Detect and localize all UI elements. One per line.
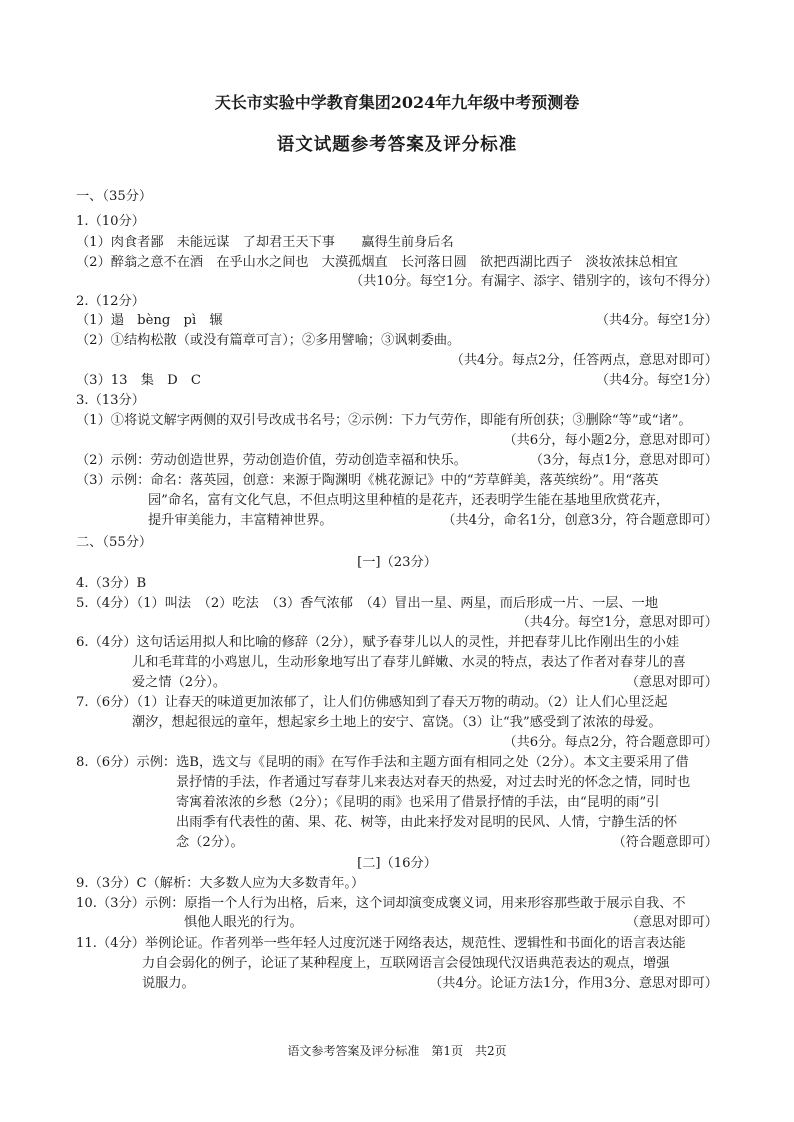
q5-scoring: （共4分。每空1分，意思对即可） <box>516 615 718 630</box>
q4-answer: 4.（3分）B <box>76 576 147 591</box>
q11-answer-line-3: 说服力。 <box>142 976 195 991</box>
q11-scoring: （共4分。论证方法1分，作用3分、意思对即可） <box>429 976 718 991</box>
q1-answer-2: （2）醉翁之意不在酒 在乎山水之间也 大漠孤烟直 长河落日圆 欲把西湖比西子 淡妆浓抹总相宜 <box>76 255 678 270</box>
q2-scoring-3: （共4分。每空1分） <box>595 373 718 388</box>
q3-answer-2: （2）示例：劳动创造世界，劳动创造价值，劳动创造幸福和快乐。 <box>76 453 467 468</box>
q10-scoring: （意思对即可） <box>625 915 718 930</box>
q2-answer-3: （3）13 集 D C <box>76 373 201 388</box>
q3-answer-1: （1）①将说文解字两侧的双引号改成书名号；②示例：下力气劳作，即能有所创获；③删除“等”或“诸”。 <box>76 413 692 428</box>
q9-answer: 9.（3分）C（解析：大多数人应为大多数青年。） <box>76 876 365 891</box>
q6-answer-line-1: 6.（4分）这句话运用拟人和比喻的修辞（2分），赋予春芽儿以人的灵性，并把春芽儿比作刚出生的小娃 <box>76 635 680 650</box>
q5-answer: 5.（4分）（1）叫法 （2）吃法 （3）香气浓郁 （4）冒出一星、两星，而后形成一片、一层、一地 <box>76 596 659 611</box>
q11-answer-line-1: 11.（4分）举例论证。作者列举一些年轻人过度沉迷于网络表达，规范性、逻辑性和书面化的语言表达能 <box>76 936 686 951</box>
q7-scoring: （共6分。每点2分，符合题意即可） <box>503 735 718 750</box>
q2-scoring-1: （共4分。每空1分） <box>595 313 718 328</box>
q3-scoring-3: （共4分，命名1分，创意3分，符合题意即可） <box>442 513 718 528</box>
q1-scoring: （共10分。每空1分。有漏字、添字、错别字的，该句不得分） <box>349 274 718 289</box>
q6-scoring: （意思对即可） <box>625 675 718 690</box>
q3-answer-3-line-1: （3）示例：命名：落英园，创意：来源于陶渊明《桃花源记》中的“芳草鲜美，落英缤纷”。用“落英 <box>76 473 659 488</box>
q2-answer-2: （2）①结构松散（或没有篇章可言）；②多用譬喻；③讽刺委曲。 <box>76 333 461 348</box>
q6-answer-line-3: 爱之情（2分）。 <box>132 675 227 690</box>
q2-scoring-2: （共4分。每点2分，任答两点，意思对即可） <box>450 353 718 368</box>
q10-answer-line-1: 10.（3分）示例：原指一个人行为出格，后来，这个词却演变成褒义词，用来形容那些敢于展示自我、不 <box>76 896 686 911</box>
q8-answer-line-4: 出雨季有代表性的菌、果、花、树等，由此来抒发对昆明的民风、人情，宁静生活的怀 <box>176 815 678 830</box>
q8-answer-line-3: 寄寓着浓浓的乡愁（2分）；《昆明的雨》也采用了借景抒情的手法，由“昆明的雨”引 <box>176 795 660 810</box>
section-two-heading: 二、（55分） <box>76 535 153 550</box>
q1-answer-1: （1）肉食者鄙 未能远谋 了却君王天下事 赢得生前身后名 <box>76 235 454 250</box>
q8-answer-line-2: 景抒情的手法，作者通过写春芽儿来表达对春天的热爱，对过去时光的怀念之情，同时也 <box>176 775 691 790</box>
q3-answer-3-line-2: 园”命名，富有文化气息，不但点明这里种植的是花卉，还表明学生能在基地里欣赏花卉， <box>148 493 670 508</box>
q3-answer-3-line-3: 提升审美能力，丰富精神世界。 <box>148 513 333 528</box>
page-footer: 语文参考答案及评分标准 第1页 共2页 <box>287 1044 507 1058</box>
q10-answer-line-2: 惧他人眼光的行为。 <box>184 915 303 930</box>
q2-answer-1: （1）遢 bèng pì 辗 <box>76 313 223 328</box>
part-two-heading: [二]（16分） <box>357 856 437 871</box>
document-subtitle: 语文试题参考答案及评分标准 <box>276 135 518 155</box>
q8-answer-line-5: 念（2分）。 <box>176 835 244 850</box>
q3-scoring-2: （3分，每点1分，意思对即可） <box>529 453 718 468</box>
q1-heading: 1.（10分） <box>76 214 145 229</box>
q11-answer-line-2: 力自会弱化的例子，论证了某种程度上，互联网语言会侵蚀现代汉语典范表达的观点，增强 <box>142 956 670 971</box>
q2-heading: 2.（12分） <box>76 294 145 309</box>
q8-answer-line-1: 8.（6分）示例：选B，选文与《昆明的雨》在写作手法和主题方面有相同之处（2分）。本文主要采用了借 <box>76 755 689 770</box>
q7-answer-line-1: 7.（6分）（1）让春天的味道更加浓郁了，让人们仿佛感知到了春天万物的萌动。（2）让人们心里泛起 <box>76 695 668 710</box>
part-one-heading: [一]（23分） <box>357 555 437 570</box>
q7-answer-line-2: 潮汐，想起很远的童年，想起家乡土地上的安宁、富饶。（3）让“我”感受到了浓浓的母爱。 <box>132 715 662 730</box>
q8-scoring: （符合题意即可） <box>612 835 718 850</box>
section-one-heading: 一、（35分） <box>76 189 153 204</box>
q3-scoring-1: （共6分，每小题2分，意思对即可） <box>503 433 718 448</box>
q6-answer-line-2: 儿和毛茸茸的小鸡崽儿，生动形象地写出了春芽儿鲜嫩、水灵的特点，表达了作者对春芽儿的喜 <box>132 655 686 670</box>
exam-title: 天长市实验中学教育集团2024年九年级中考预测卷 <box>214 93 580 112</box>
q3-heading: 3.（13分） <box>76 393 145 408</box>
